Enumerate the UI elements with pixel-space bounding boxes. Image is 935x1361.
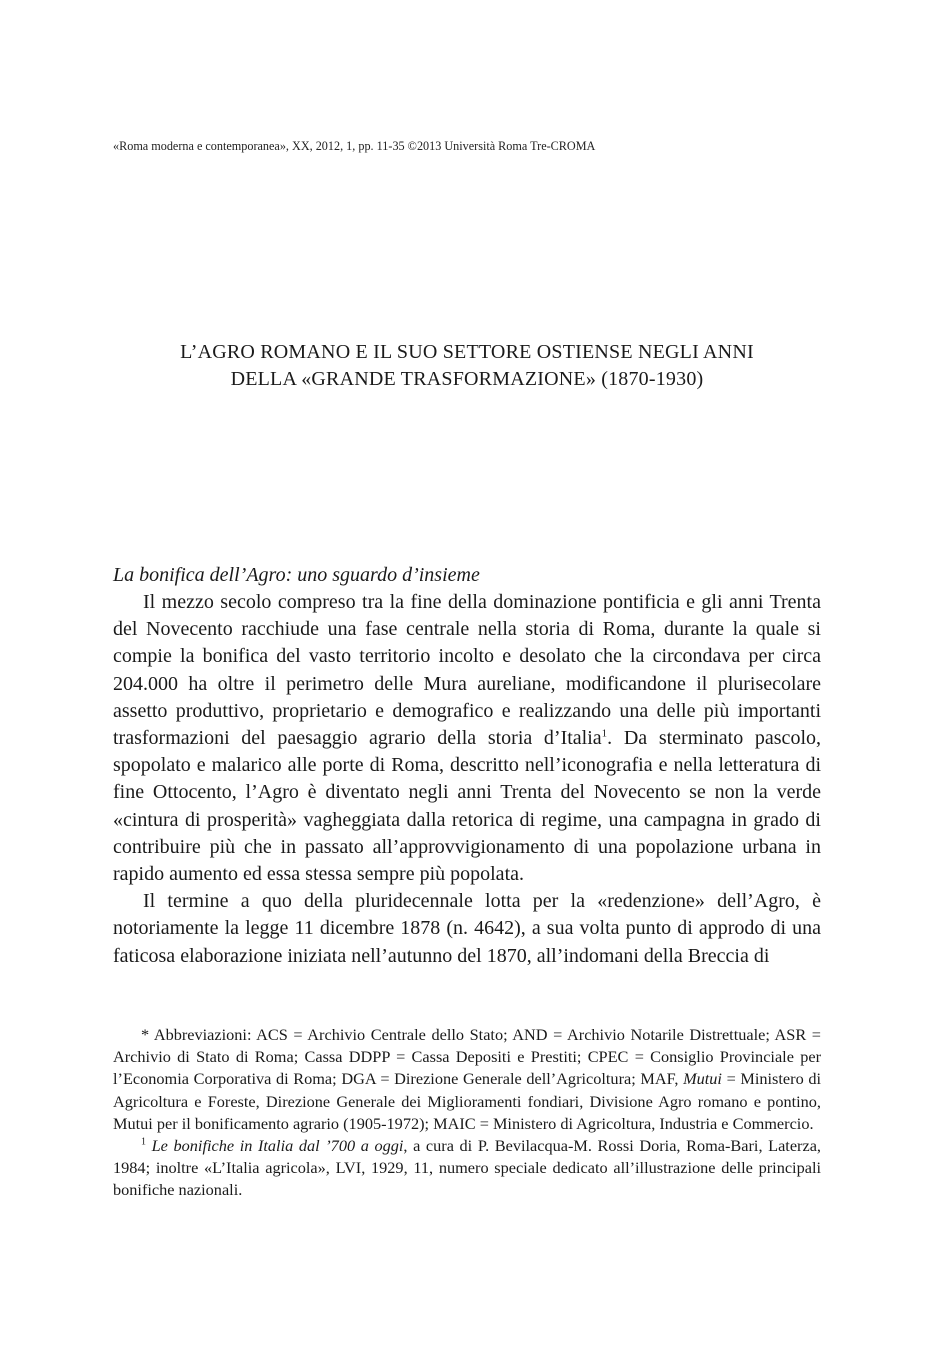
section-heading: La bonifica dell’Agro: uno sguardo d’insieme <box>113 564 480 586</box>
footnote-1-italic-title: Le bonifiche in Italia dal ’700 a oggi <box>151 1136 404 1156</box>
body-text <box>113 589 821 970</box>
footnote-star-text-b: = Ministero di Agricoltura e Foreste, Direzione Generale dei Miglioramenti fondiari, Divisione Agro romano e pontino, Mutui per il bonificamento agrario (1905-1972); MAIC = Ministero di Agricoltura, Industria e Commercio. <box>113 1069 822 1133</box>
footnote-star-mark: * <box>141 1025 150 1044</box>
footnote-star-italic: Mutui <box>683 1069 722 1089</box>
paragraph-2: Il termine a quo della pluridecennale lotta per la «redenzione» dell’Agro, è notoriamente la legge 11 dicembre 1878 (n. 4642), a sua volta punto di approdo di una faticosa elaborazione iniziata nell’autunno del 1870, all’indomani della Breccia di <box>113 890 821 967</box>
footnote-star <box>113 1024 821 1135</box>
footnote-1-mark: 1 <box>141 1136 146 1148</box>
paragraph-1-text: Il mezzo secolo compreso tra la fine della dominazione pontificia e gli anni Trenta del Novecento racchiude una fase centrale nella storia di Roma, durante la quale si compie la bonifica del vasto territorio incolto e desolato che la circondava per circa 204.000 ha oltre il perimetro delle Mura aureliane, modificandone il plurisecolare assetto produttivo, proprietario e demografico e realizzando una delle più importanti trasformazioni del paesaggio agrario della storia d’Italia <box>113 591 821 750</box>
article-title-line-2: DELLA «GRANDE TRASFORMAZIONE» (1870-1930) <box>230 368 704 390</box>
running-head: «Roma moderna e contemporanea», XX, 2012, 1, pp. 11-35 ©2013 Università Roma Tre-CROMA <box>113 139 596 153</box>
article-title-line-1: L’AGRO ROMANO E IL SUO SETTORE OSTIENSE NEGLI ANNI <box>180 341 754 363</box>
footnotes <box>113 1024 821 1202</box>
paragraph-1-tail: . Da sterminato pascolo, spopolato e malarico alle porte di Roma, descritto nell’iconografia e nella letteratura di fine Ottocento, l’Agro è diventato negli anni Trenta del Novecento se non la verde «cintura di prosperità» vagheggiata dalla retorica di regime, una campagna in grado di contribuire più che in passato all’approvvigionamento di una popolazione urbana in rapido aumento ed essa stessa sempre più popolata. <box>113 727 821 886</box>
article-title <box>113 339 821 393</box>
paragraph-1 <box>113 589 821 888</box>
footnote-star-text-a: Abbreviazioni: ACS = Archivio Centrale dello Stato; AND = Archivio Notarile Distrettuale; ASR = Archivio di Stato di Roma; Cassa DDPP = Cassa Depositi e Prestiti; CPEC = Consiglio Provinciale per l’Economia Corporativa di Roma; DGA = Direzione Generale dell’Agricoltura; MAF, <box>113 1025 821 1089</box>
footnote-1 <box>113 1135 821 1202</box>
footnote-ref-1[interactable]: 1 <box>601 727 608 740</box>
footnote-1-text: , a cura di P. Bevilacqua-M. Rossi Doria, Roma-Bari, Laterza, 1984; inoltre «L’Italia agricola», LVI, 1929, 11, numero speciale dedicato all’illustrazione delle principali bonifiche nazionali. <box>113 1136 821 1200</box>
